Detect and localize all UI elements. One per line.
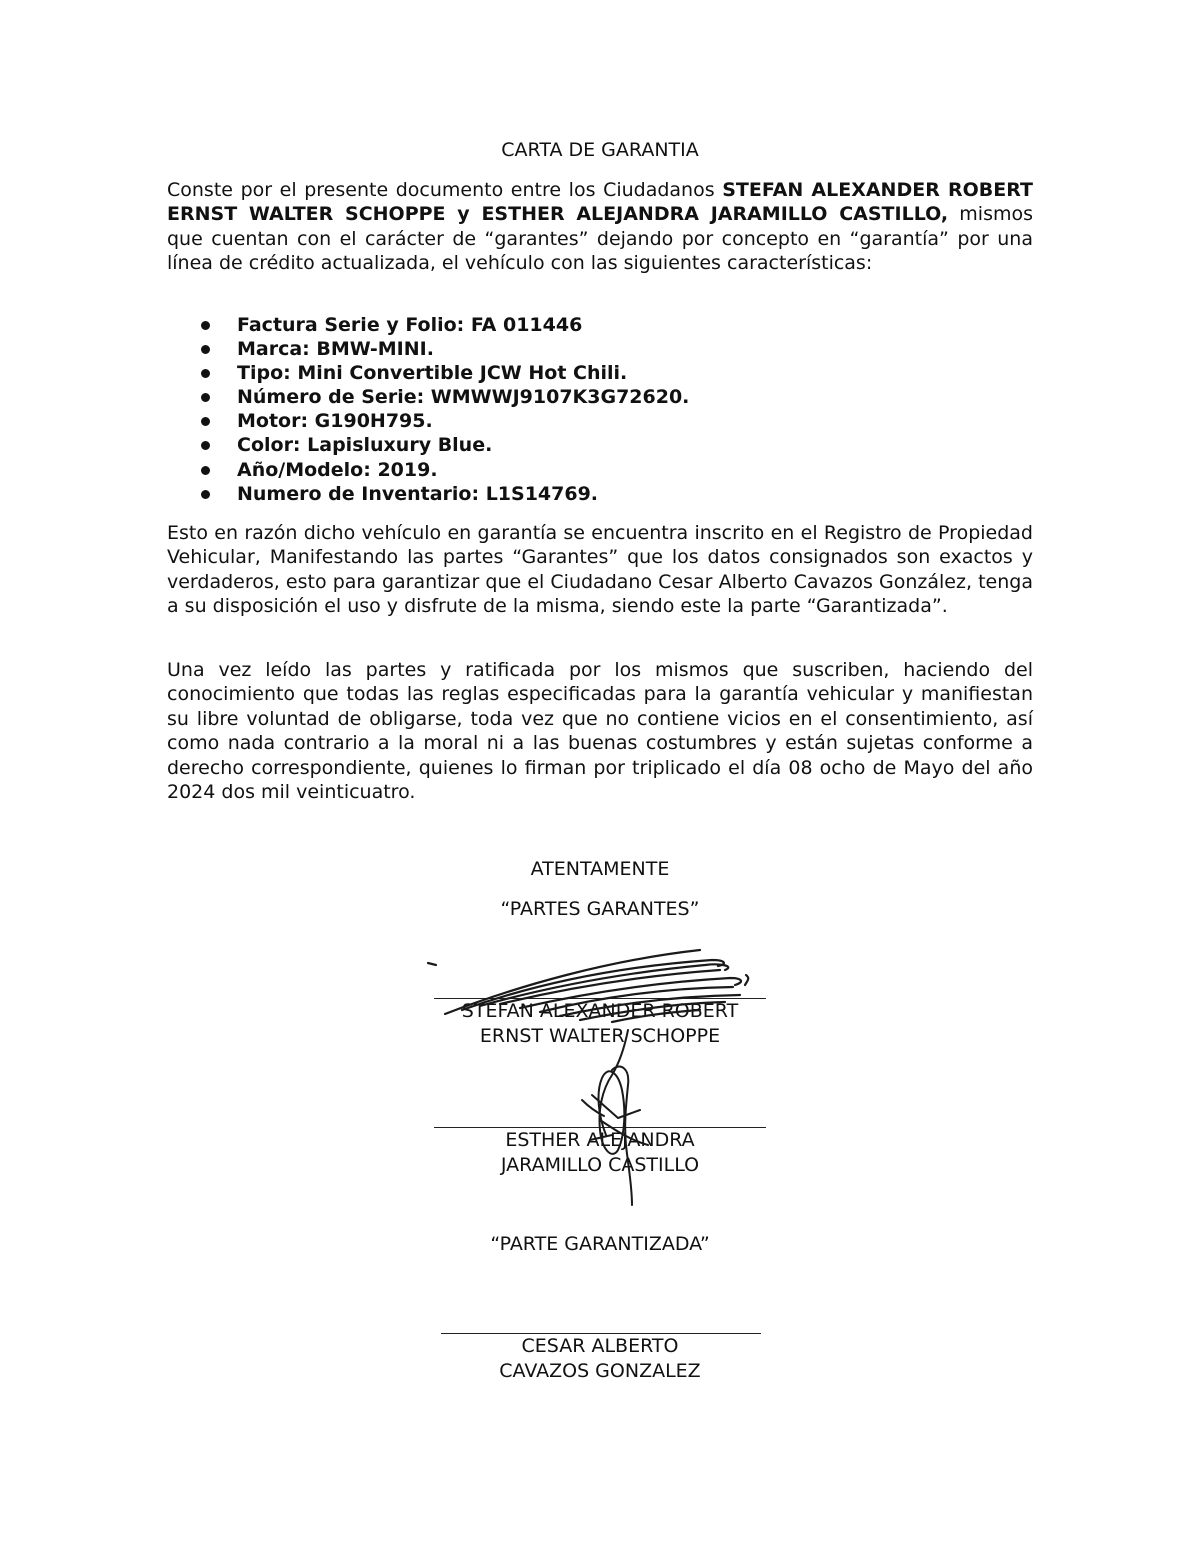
signature-2-scribble [582,1030,648,1205]
bullet-icon [201,417,210,426]
intro-paragraph [167,178,1033,276]
signer-2-name-line1: ESTHER ALEJANDRA [505,1129,695,1151]
list-item [167,313,689,337]
feature-text: Tipo: Mini Convertible JCW Hot Chili. [237,362,628,385]
bullet-icon [201,345,210,354]
list-item [167,361,689,385]
list-item [167,482,689,506]
ratification-paragraph: Una vez leído las partes y ratificada por los mismos que suscriben, haciendo del conocimiento que todas las reglas especificadas para la garantía vehicular y manifiestan su libre voluntad de obligarse, toda vez que no contiene vicios en el consentimiento, así como nada contrario a la moral ni a las buenas costumbres y están sujetas conforme a derecho correspondiente, quienes lo firman por triplicado el día 08 ocho de Mayo del año 2024 dos mil veinticuatro. [167,659,1033,804]
feature-text: Color: Lapisluxury Blue. [237,434,493,457]
list-item [167,385,689,409]
feature-text: Marca: BMW-MINI. [237,338,434,361]
list-item [167,337,689,361]
signer-2-name-line2: JARAMILLO CASTILLO [500,1153,700,1176]
signer-1-name [0,999,1200,1048]
bullet-icon [201,321,210,330]
signer-1-name-line2: ERNST WALTER SCHOPPE [479,1024,721,1047]
signer-3-name-line1: CESAR ALBERTO [521,1335,679,1357]
bullet-icon [201,466,210,475]
list-item [167,433,689,457]
signer-2-name [0,1128,1200,1177]
bullet-icon [201,441,210,450]
signer-3-name-line2: CAVAZOS GONZALEZ [499,1359,701,1382]
closing-salutation: ATENTAMENTE [530,858,670,880]
vehicle-features-list [167,313,689,506]
intro-text-1: Conste por el presente documento entre los Ciudadanos [167,179,723,201]
feature-text: Numero de Inventario: L1S14769. [237,482,599,505]
list-item [167,409,689,433]
feature-text: Motor: G190H795. [237,410,433,433]
signer-3-name [0,1334,1200,1383]
intro-guarantor-names: STEFAN ALEXANDER ROBERT ERNST WALTER SCHOPPE y ESTHER ALEJANDRA JARAMILLO CASTILLO, [167,179,1033,226]
feature-text: Número de Serie: WMWWJ9107K3G72620. [237,386,690,409]
bullet-icon [201,393,210,402]
list-item [167,458,689,482]
guarantors-heading: “PARTES GARANTES” [500,898,700,920]
feature-text: Factura Serie y Folio: FA 011446 [237,314,583,336]
signer-1-name-line1: STEFAN ALEXANDER ROBERT [461,1000,739,1022]
feature-text: Año/Modelo: 2019. [237,458,438,481]
bullet-icon [201,369,210,378]
guaranteed-heading: “PARTE GARANTIZADA” [490,1233,710,1255]
bullet-icon [201,490,210,499]
registry-paragraph: Esto en razón dicho vehículo en garantía se encuentra inscrito en el Registro de Propiedad Vehicular, Manifestando las partes “Garantes” que los datos consignados son exactos y verdaderos, esto para garantizar que el Ciudadano Cesar Alberto Cavazos González, tenga a su disposición el uso y disfrute de la misma, siendo este la parte “Garantizada”. [167,522,1033,618]
intro-text-2: mismos que cuentan con el carácter de “garantes” dejando por concepto en “garantía” por una línea de crédito actualizada, el vehículo con las siguientes características: [167,203,1034,275]
document-title: CARTA DE GARANTIA [501,139,699,161]
